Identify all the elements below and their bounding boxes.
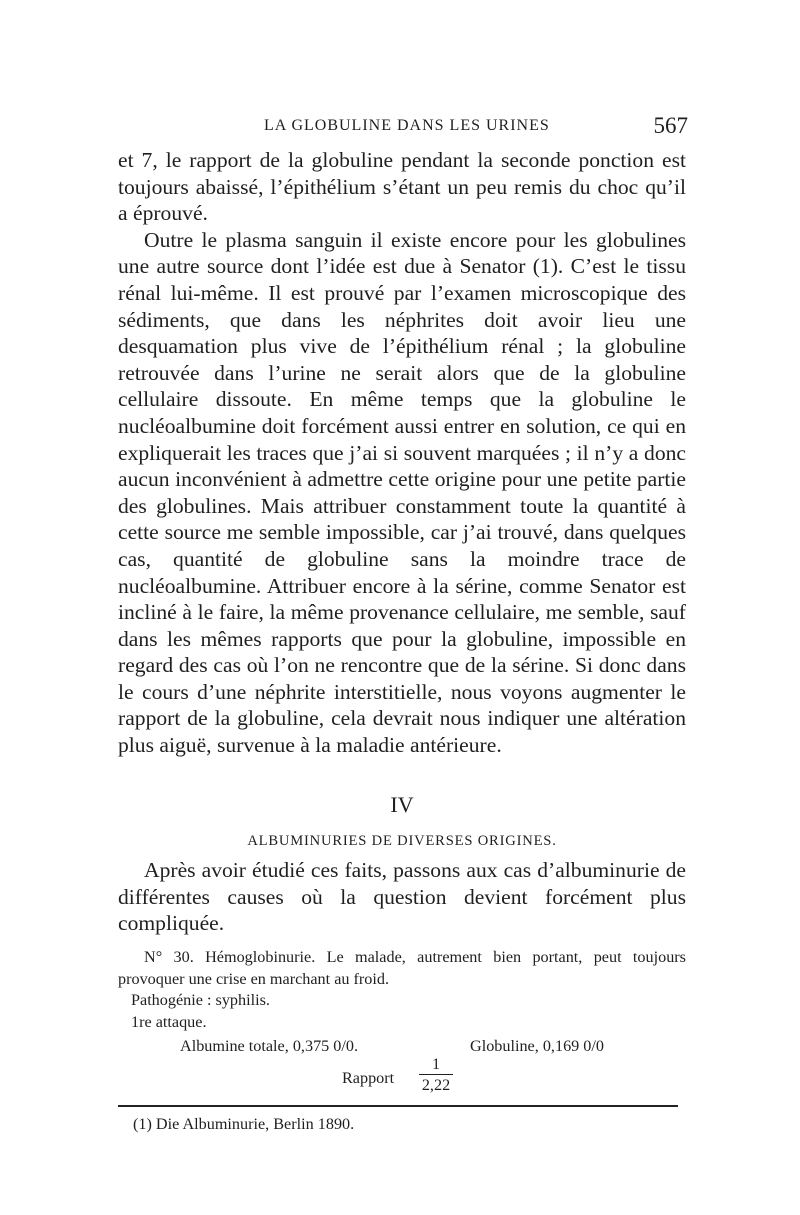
body-text [118,147,686,759]
ratio-fraction [419,1055,453,1093]
case-report [118,947,686,1033]
case-values [118,1037,686,1059]
case-attack: 1re attaque. [131,1012,207,1031]
running-title: LA GLOBULINE DANS LES URINES [264,117,550,134]
ratio-denominator: 2,22 [421,1076,451,1094]
footnote: (1) Die Albuminurie, Berlin 1890. [133,1115,355,1133]
globuline-value: Globuline, 0,169 0/0 [470,1037,604,1055]
albumine-total: Albumine totale, 0,375 0/0. [180,1037,359,1055]
ratio-numerator: 1 [431,1055,441,1073]
page-number: 567 [653,113,688,138]
case-description: N° 30. Hémoglobinurie. Le malade, autrement bien portant, peut toujours provoquer une crise en marchant au froid. [118,948,686,988]
section-intro: Après avoir étudié ces faits, passons aux cas d’albuminurie de différentes causes où la question devient forcément plus compliquée. [118,858,686,936]
paragraph-1: et 7, le rapport de la globuline pendant la seconde ponction est toujours abaissé, l’épithélium s’étant un peu remis du choc qu’il a éprouvé. [118,148,686,226]
paragraph-2: Outre le plasma sanguin il existe encore pour les globulines une autre source dont l’idée est due à Senator (1). C’est le tissu rénal lui-même. Il est prouvé par l’examen microscopique des sédiments, que dans les néphrites doit avoir lieu une desquamation plus vive de l’épithélium rénal ; la globuline retrouvée dans l’urine ne serait alors que de la globuline cellulaire dissoute. En même temps que la globuline le nucléoalbumine doit forcément aussi entrer en solution, ce qui en expliquerait les traces que j’ai si souvent marquées ; il n’y a donc aucun inconvénient à admettre cette origine pour une petite partie des globulines. Mais attribuer constamment toute la quantité à cette source me semble impossible, car j’ai trouvé, dans quelques cas, quantité de globuline sans la moindre trace de nucléoalbumine. Attribuer encore à la sérine, comme Senator est incliné à le faire, la même provenance cellulaire, me semble, sauf dans les mêmes rapports que pour la globuline, impossible en regard des cas où l’on ne rencontre que de la sérine. Si donc dans le cours d’une néphrite interstitielle, nous voyons augmenter le rapport de la globuline, cela devrait nous indiquer une altération plus aiguë, survenue à la maladie antérieure. [118,227,686,758]
page-header [118,113,688,141]
footnote-rule [118,1105,678,1107]
fraction-bar [419,1074,453,1075]
ratio-label: Rapport [342,1069,395,1087]
section-number: IV [390,792,414,817]
section-title: ALBUMINURIES DE DIVERSES ORIGINES. [247,833,557,849]
case-pathogenie: Pathogénie : syphilis. [131,991,270,1009]
